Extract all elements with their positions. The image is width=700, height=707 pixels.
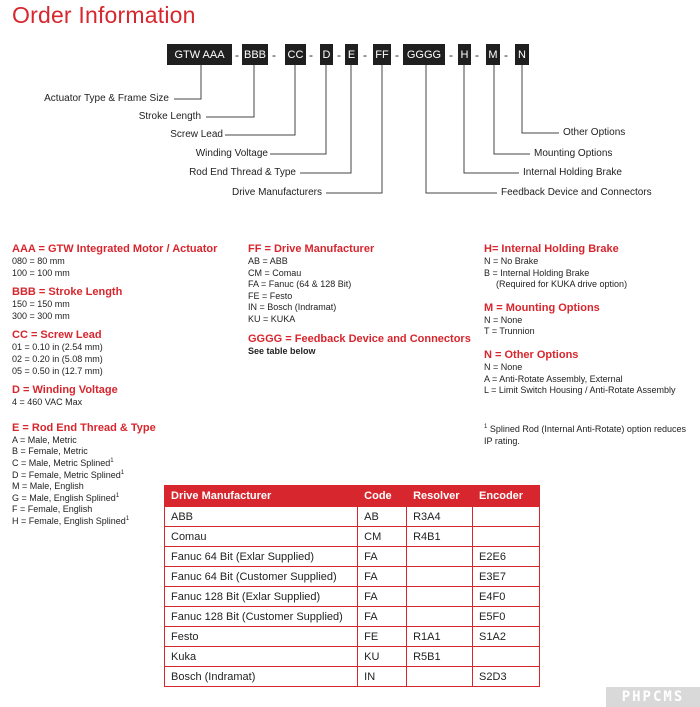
- table-row: [165, 647, 540, 667]
- table-cell: CM: [358, 527, 407, 547]
- option-text: C = Male, Metric Splined: [12, 457, 111, 468]
- option-item: M = Male, English: [12, 481, 84, 492]
- option-item: A = Male, Metric: [12, 434, 77, 445]
- code-box-gtw-aaa: GTW AAA: [167, 44, 232, 65]
- table-cell: Fanuc 64 Bit (Exlar Supplied): [165, 547, 358, 567]
- option-item: N = None: [484, 361, 523, 372]
- code-separator: -: [235, 47, 239, 62]
- column-header: Encoder: [473, 486, 540, 507]
- leader-stroke: [206, 65, 254, 117]
- options-column-3: [484, 242, 699, 397]
- option-item: CM = Comau: [248, 267, 302, 278]
- table-cell: [407, 667, 473, 687]
- leader-screw: [225, 65, 295, 135]
- leader-winding: [270, 65, 326, 154]
- code-box-ff: FF: [373, 44, 391, 65]
- option-subnote: (Required for KUKA drive option): [496, 279, 628, 290]
- code-box-bbb: BBB: [242, 44, 268, 65]
- option-item: IN = Bosch (Indramat): [248, 302, 337, 313]
- table-header-row: [165, 486, 540, 507]
- table-cell: FA: [358, 547, 407, 567]
- code-box-m: M: [486, 44, 500, 65]
- option-text: D = Female, Metric Splined: [12, 469, 121, 480]
- code-box-n: N: [515, 44, 529, 65]
- table-cell: Fanuc 128 Bit (Exlar Supplied): [165, 587, 358, 607]
- option-item: T = Trunnion: [484, 326, 535, 337]
- table-cell: R3A4: [407, 507, 473, 527]
- label-stroke: Stroke Length: [138, 111, 201, 122]
- table-row: [165, 587, 540, 607]
- table-row: [165, 667, 540, 687]
- option-item: 100 = 100 mm: [12, 267, 70, 278]
- label-other: Other Options: [563, 127, 626, 138]
- code-box-d: D: [320, 44, 333, 65]
- section-heading-ff: FF = Drive Manufacturer: [248, 243, 375, 255]
- table-row: [165, 607, 540, 627]
- label-feedback: Feedback Device and Connectors: [501, 187, 652, 198]
- table-cell: ABB: [165, 507, 358, 527]
- page-title: Order Information: [12, 2, 196, 28]
- table-cell: FA: [358, 587, 407, 607]
- option-item: 4 = 460 VAC Max: [12, 397, 83, 408]
- section-heading-h: H= Internal Holding Brake: [484, 243, 619, 255]
- table-row: [165, 527, 540, 547]
- table-cell: [473, 527, 540, 547]
- option-item: L = Limit Switch Housing / Anti-Rotate Assembly: [484, 385, 676, 396]
- table-cell: E5F0: [473, 607, 540, 627]
- table-cell: Fanuc 64 Bit (Customer Supplied): [165, 567, 358, 587]
- label-winding: Winding Voltage: [195, 148, 268, 159]
- table-cell: S1A2: [473, 627, 540, 647]
- leader-mounting: [494, 65, 530, 154]
- section-heading-aaa: AAA = GTW Integrated Motor / Actuator: [12, 243, 218, 255]
- option-item: A = Anti-Rotate Assembly, External: [484, 373, 623, 384]
- table-cell: R4B1: [407, 527, 473, 547]
- section-heading-d: D = Winding Voltage: [12, 384, 118, 397]
- watermark-logo: PHPCMS: [606, 687, 700, 707]
- leader-drive: [326, 65, 382, 193]
- option-item: FE = Festo: [248, 290, 293, 301]
- table-cell: KU: [358, 647, 407, 667]
- table-row: [165, 547, 540, 567]
- table-row: [165, 627, 540, 647]
- table-cell: FE: [358, 627, 407, 647]
- table-cell: Fanuc 128 Bit (Customer Supplied): [165, 607, 358, 627]
- code-box-h: H: [458, 44, 471, 65]
- table-row: [165, 567, 540, 587]
- option-item: [12, 458, 232, 470]
- column-header: Code: [358, 486, 407, 507]
- see-table-note: See table below: [248, 345, 316, 356]
- label-drive: Drive Manufacturers: [231, 187, 322, 198]
- section-heading-gggg: GGGG = Feedback Device and Connectors: [248, 332, 471, 345]
- table-cell: [407, 587, 473, 607]
- option-item: 01 = 0.10 in (2.54 mm): [12, 342, 103, 353]
- table-cell: [407, 567, 473, 587]
- option-item: N = No Brake: [484, 256, 539, 266]
- table-cell: IN: [358, 667, 407, 687]
- section-heading-bbb: BBB = Stroke Length: [12, 286, 123, 299]
- option-item: N = None: [484, 314, 523, 325]
- code-separator: -: [363, 47, 367, 62]
- option-item: 300 = 300 mm: [12, 310, 70, 321]
- drive-manufacturer-table: [164, 485, 540, 687]
- option-text: G = Male, English Splined: [12, 492, 116, 503]
- table-cell: Comau: [165, 527, 358, 547]
- section-heading-n: N = Other Options: [484, 348, 579, 361]
- code-separator: -: [272, 47, 276, 62]
- table-cell: E2E6: [473, 547, 540, 567]
- table-cell: AB: [358, 507, 407, 527]
- option-item: 02 = 0.20 in (5.08 mm): [12, 353, 103, 364]
- footnote-marker: 1: [110, 457, 114, 464]
- option-item: [12, 470, 232, 482]
- table-cell: Festo: [165, 627, 358, 647]
- code-separator: -: [475, 47, 479, 62]
- section-heading-cc: CC = Screw Lead: [12, 329, 102, 342]
- table-cell: Bosch (Indramat): [165, 667, 358, 687]
- option-item: KU = KUKA: [248, 313, 296, 324]
- code-separator: -: [395, 47, 399, 62]
- code-separator: -: [449, 47, 453, 62]
- table-row: [165, 507, 540, 527]
- label-actuator: Actuator Type & Frame Size: [44, 93, 169, 104]
- footnote: [484, 423, 694, 447]
- leader-other: [522, 65, 559, 133]
- table-cell: Kuka: [165, 647, 358, 667]
- label-screw: Screw Lead: [170, 129, 223, 140]
- table-cell: S2D3: [473, 667, 540, 687]
- footnote-marker: 1: [125, 515, 130, 522]
- table-cell: FA: [358, 607, 407, 627]
- table-cell: R5B1: [407, 647, 473, 667]
- code-separator: -: [309, 47, 313, 62]
- code-separator: -: [337, 47, 341, 62]
- section-heading-m: M = Mounting Options: [484, 301, 600, 314]
- column-header: Drive Manufacturer: [165, 486, 358, 507]
- option-item: 05 = 0.50 in (12.7 mm): [12, 365, 103, 376]
- option-item: B = Female, Metric: [12, 446, 88, 457]
- column-header: Resolver: [407, 486, 473, 507]
- table-cell: [407, 547, 473, 567]
- code-box-e: E: [345, 44, 358, 65]
- options-column-2: [248, 242, 478, 357]
- option-item: 150 = 150 mm: [12, 299, 70, 310]
- label-mounting: Mounting Options: [534, 148, 613, 159]
- option-item: AB = ABB: [248, 256, 288, 266]
- code-separator: -: [504, 47, 508, 62]
- leader-brake: [464, 65, 519, 173]
- footnote-text: Splined Rod (Internal Anti-Rotate) option reduces IP rating.: [484, 424, 686, 446]
- section-heading-e: E = Rod End Thread & Type: [12, 421, 156, 434]
- option-item: F = Female, English: [12, 504, 93, 515]
- table-cell: [473, 647, 540, 667]
- table-cell: [407, 607, 473, 627]
- option-item: 080 = 80 mm: [12, 256, 65, 266]
- leader-actuator: [174, 65, 201, 99]
- table-cell: R1A1: [407, 627, 473, 647]
- table-cell: E4F0: [473, 587, 540, 607]
- option-item: FA = Fanuc (64 & 128 Bit): [248, 279, 352, 290]
- code-box-cc: CC: [285, 44, 306, 65]
- table-cell: [473, 507, 540, 527]
- table-cell: FA: [358, 567, 407, 587]
- table-cell: E3E7: [473, 567, 540, 587]
- label-rodend: Rod End Thread & Type: [189, 167, 296, 178]
- label-brake: Internal Holding Brake: [523, 167, 622, 178]
- code-box-gggg: GGGG: [403, 44, 445, 65]
- option-text: H = Female, English Splined: [12, 515, 126, 526]
- footnote-marker: 1: [484, 424, 488, 430]
- leader-feedback: [426, 65, 497, 193]
- option-item: B = Internal Holding Brake: [484, 267, 590, 278]
- leader-lines: [0, 0, 700, 210]
- footnote-marker: 1: [115, 492, 120, 499]
- footnote-marker: 1: [120, 469, 125, 476]
